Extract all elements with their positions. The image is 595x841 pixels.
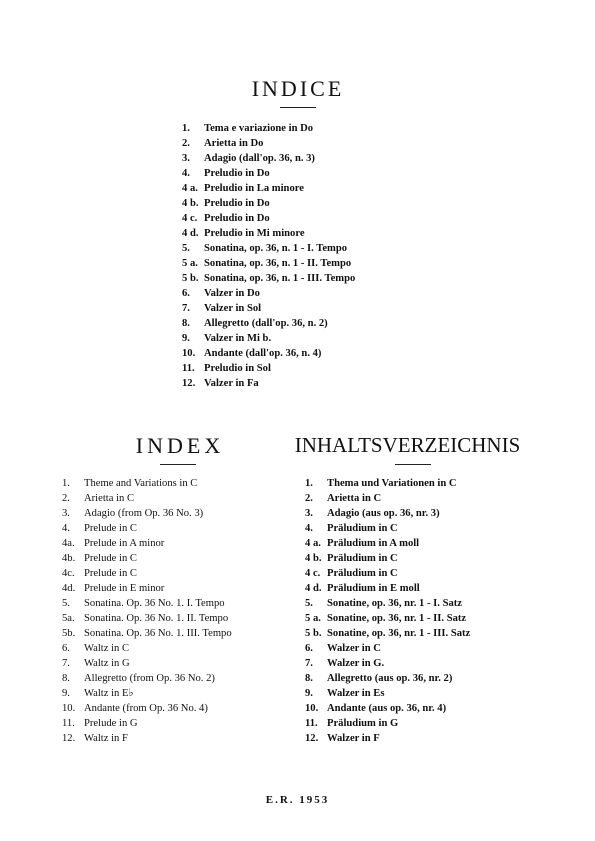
list-item <box>305 731 470 746</box>
list-item <box>305 476 470 491</box>
list-item <box>182 196 355 211</box>
item-title: Theme and Variations in C <box>84 478 198 489</box>
item-title: Preludio in La minore <box>204 183 304 194</box>
item-number: 8. <box>182 318 190 329</box>
item-number: 4 d. <box>305 583 322 594</box>
item-number: 4 a. <box>182 183 198 194</box>
item-title: Arietta in C <box>84 493 135 504</box>
list-item <box>182 121 355 136</box>
item-number: 4 d. <box>182 228 199 239</box>
inhalt-title: INHALTSVERZEICHNIS <box>294 433 521 457</box>
item-title: Walzer in C <box>327 643 381 654</box>
list-item <box>62 686 232 701</box>
list-item <box>62 716 232 731</box>
item-title: Waltz in C <box>84 643 130 654</box>
list-item <box>305 506 470 521</box>
item-title: Allegretto (from Op. 36 No. 2) <box>84 673 215 684</box>
item-title: Preludio in Sol <box>204 363 271 374</box>
list-item <box>182 226 355 241</box>
list-item <box>305 626 470 641</box>
list-item <box>182 331 355 346</box>
item-number: 2. <box>62 493 70 504</box>
list-item <box>62 521 232 536</box>
item-number: 5a. <box>62 613 75 624</box>
item-title: Prelude in G <box>84 718 138 729</box>
item-number: 12. <box>62 733 76 744</box>
item-number: 4d. <box>62 583 76 594</box>
item-title: Andante (dall'op. 36, n. 4) <box>204 348 322 359</box>
item-title: Präludium in C <box>327 553 398 564</box>
item-title: Walzer in Es <box>327 688 385 699</box>
item-number: 4a. <box>62 538 75 549</box>
edition-code: E.R. 1953 <box>265 794 330 806</box>
item-number: 1. <box>62 478 70 489</box>
item-title: Allegretto (aus op. 36, nr. 2) <box>327 673 453 684</box>
item-title: Adagio (from Op. 36 No. 3) <box>84 508 204 519</box>
item-number: 7. <box>62 658 70 669</box>
item-title: Prelude in A minor <box>84 538 165 549</box>
list-item <box>305 656 470 671</box>
list-item <box>182 181 355 196</box>
item-title: Prelude in C <box>84 553 137 564</box>
list-item <box>62 671 232 686</box>
list-item <box>62 626 232 641</box>
item-title: Präludium in C <box>327 568 398 579</box>
item-number: 12. <box>182 378 196 389</box>
item-title: Sonatina, op. 36, n. 1 - III. Tempo <box>204 273 356 284</box>
list-item <box>62 641 232 656</box>
item-number: 9. <box>305 688 313 699</box>
list-item <box>62 731 232 746</box>
item-title: Sonatina, op. 36, n. 1 - II. Tempo <box>204 258 352 269</box>
item-number: 5 b. <box>182 273 199 284</box>
item-number: 4. <box>182 168 190 179</box>
item-title: Tema e variazione in Do <box>204 123 314 134</box>
item-number: 7. <box>305 658 313 669</box>
item-title: Waltz in F <box>84 733 128 744</box>
item-number: 2. <box>182 138 190 149</box>
item-number: 5 a. <box>305 613 321 624</box>
item-number: 3. <box>62 508 70 519</box>
item-title: Adagio (aus op. 36, nr. 3) <box>327 508 440 519</box>
item-number: 4. <box>62 523 70 534</box>
item-title: Thema und Variationen in C <box>327 478 457 489</box>
index-list <box>62 476 232 746</box>
item-title: Prelude in C <box>84 568 137 579</box>
item-number: 10. <box>305 703 319 714</box>
list-item <box>62 611 232 626</box>
item-number: 9. <box>62 688 70 699</box>
item-number: 4 b. <box>305 553 322 564</box>
item-number: 7. <box>182 303 190 314</box>
item-title: Valzer in Do <box>204 288 260 299</box>
list-item <box>62 536 232 551</box>
item-number: 5. <box>305 598 313 609</box>
item-number: 6. <box>305 643 313 654</box>
list-item <box>305 536 470 551</box>
item-title: Präludium in C <box>327 523 398 534</box>
item-number: 9. <box>182 333 190 344</box>
item-number: 11. <box>62 718 75 729</box>
list-item <box>182 286 355 301</box>
list-item <box>305 491 470 506</box>
item-title: Valzer in Sol <box>204 303 262 314</box>
item-title: Andante (from Op. 36 No. 4) <box>84 703 208 714</box>
item-title: Valzer in Mi b. <box>204 333 272 344</box>
item-title: Prelude in C <box>84 523 137 534</box>
list-item <box>62 566 232 581</box>
item-number: 3. <box>182 153 190 164</box>
item-number: 4. <box>305 523 313 534</box>
item-number: 8. <box>305 673 313 684</box>
item-title: Allegretto (dall'op. 36, n. 2) <box>204 318 328 329</box>
list-item <box>182 256 355 271</box>
item-title: Preludio in Do <box>204 168 270 179</box>
item-title: Sonatina. Op. 36 No. 1. II. Tempo <box>84 613 229 624</box>
list-item <box>62 506 232 521</box>
item-number: 4 c. <box>182 213 198 224</box>
item-title: Präludium in G <box>327 718 399 729</box>
inhalt-list <box>305 476 470 746</box>
item-number: 1. <box>305 478 313 489</box>
item-title: Sonatine, op. 36, nr. 1 - I. Satz <box>327 598 462 609</box>
item-title: Preludio in Mi minore <box>204 228 305 239</box>
item-title: Preludio in Do <box>204 213 270 224</box>
list-item <box>62 491 232 506</box>
list-item <box>182 166 355 181</box>
item-title: Walzer in F <box>327 733 380 744</box>
list-item <box>305 686 470 701</box>
indice-list <box>182 121 355 391</box>
item-number: 5 a. <box>182 258 198 269</box>
item-title: Sonatina, op. 36, n. 1 - I. Tempo <box>204 243 348 254</box>
item-number: 5. <box>62 598 70 609</box>
inhalt-title-rule <box>395 464 431 465</box>
list-item <box>62 476 232 491</box>
item-title: Waltz in E♭ <box>84 688 134 699</box>
list-item <box>62 581 232 596</box>
item-title: Walzer in G. <box>327 658 385 669</box>
list-item <box>62 656 232 671</box>
list-item <box>305 611 470 626</box>
list-item <box>182 301 355 316</box>
indice-title: INDICE <box>251 76 345 101</box>
item-number: 4 c. <box>305 568 321 579</box>
item-title: Arietta in C <box>327 493 382 504</box>
item-number: 5b. <box>62 628 76 639</box>
item-title: Sonatine, op. 36, nr. 1 - II. Satz <box>327 613 467 624</box>
list-item <box>182 316 355 331</box>
item-title: Valzer in Fa <box>204 378 259 389</box>
item-title: Preludio in Do <box>204 198 270 209</box>
index-title-rule <box>160 464 196 465</box>
list-item <box>62 551 232 566</box>
item-number: 10. <box>62 703 76 714</box>
list-item <box>182 211 355 226</box>
list-item <box>305 671 470 686</box>
list-item <box>182 271 355 286</box>
item-title: Andante (aus op. 36, nr. 4) <box>327 703 447 714</box>
item-title: Sonatina. Op. 36 No. 1. III. Tempo <box>84 628 232 639</box>
list-item <box>182 361 355 376</box>
item-number: 3. <box>305 508 313 519</box>
list-item <box>182 376 355 391</box>
list-item <box>305 596 470 611</box>
item-number: 10. <box>182 348 196 359</box>
item-number: 4c. <box>62 568 75 579</box>
item-number: 6. <box>62 643 70 654</box>
list-item <box>62 701 232 716</box>
item-number: 5 b. <box>305 628 322 639</box>
list-item <box>305 581 470 596</box>
item-number: 8. <box>62 673 70 684</box>
list-item <box>182 136 355 151</box>
list-item <box>305 641 470 656</box>
list-item <box>305 716 470 731</box>
indice-title-rule <box>280 107 316 108</box>
item-number: 6. <box>182 288 190 299</box>
item-title: Sonatina. Op. 36 No. 1. I. Tempo <box>84 598 225 609</box>
item-number: 2. <box>305 493 313 504</box>
item-title: Präludium in A moll <box>327 538 420 549</box>
item-title: Arietta in Do <box>204 138 264 149</box>
item-number: 4 b. <box>182 198 199 209</box>
item-title: Präludium in E moll <box>327 583 420 594</box>
list-item <box>182 151 355 166</box>
list-item <box>182 346 355 361</box>
item-number: 12. <box>305 733 319 744</box>
list-item <box>182 241 355 256</box>
item-title: Prelude in E minor <box>84 583 165 594</box>
list-item <box>305 701 470 716</box>
item-title: Waltz in G <box>84 658 130 669</box>
list-item <box>62 596 232 611</box>
item-number: 11. <box>305 718 318 729</box>
item-number: 5. <box>182 243 190 254</box>
item-number: 1. <box>182 123 190 134</box>
list-item <box>305 551 470 566</box>
list-item <box>305 521 470 536</box>
item-title: Sonatine, op. 36, nr. 1 - III. Satz <box>327 628 471 639</box>
item-number: 11. <box>182 363 195 374</box>
index-title: INDEX <box>135 433 225 458</box>
item-title: Adagio (dall'op. 36, n. 3) <box>204 153 315 164</box>
item-number: 4 a. <box>305 538 321 549</box>
list-item <box>305 566 470 581</box>
item-number: 4b. <box>62 553 76 564</box>
